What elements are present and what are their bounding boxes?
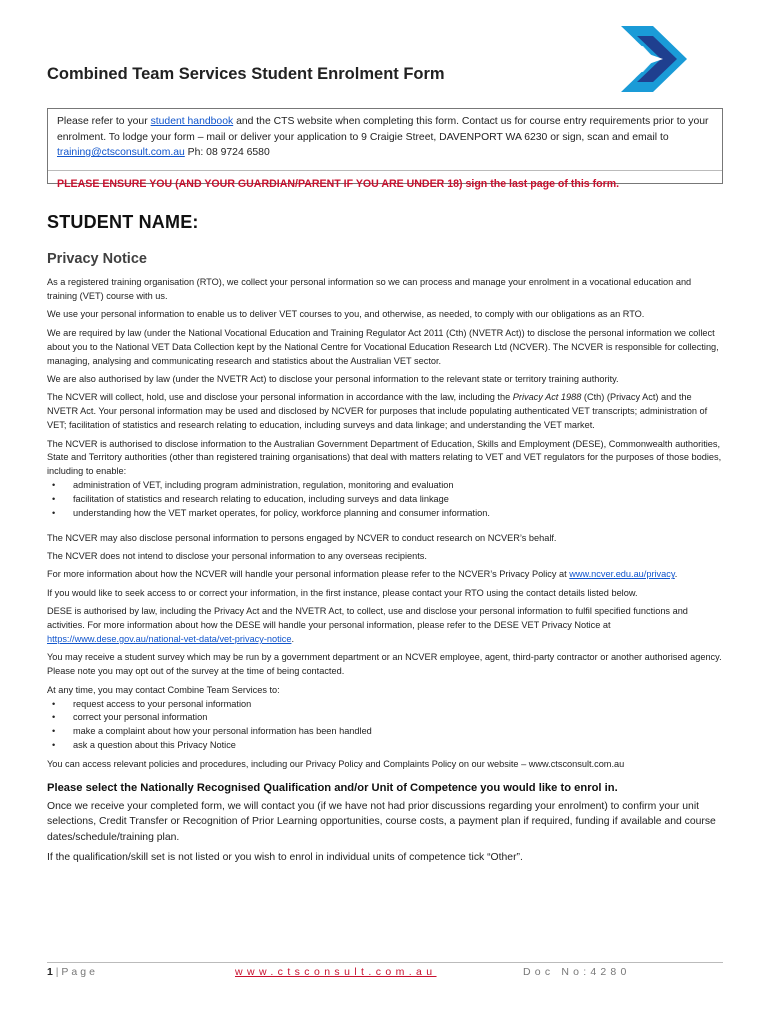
privacy-paragraph: DESE is authorised by law, including the Privacy Act and the NVETR Act, to collect, use and disclose your personal information to fulfil specified functions and activities. For more information about how the DESE will handle your personal information, please refer to the DESE VET Privacy Notice at https://www.dese.gov.au/national-vet-data/vet-privacy-notice. bbox=[47, 606, 688, 644]
footer-website-link[interactable]: www.ctsconsult.com.au bbox=[235, 966, 437, 978]
signature-warning: PLEASE ENSURE YOU (AND YOUR GUARDIAN/PARENT IF YOU ARE UNDER 18) sign the last page of this form. bbox=[48, 170, 722, 193]
privacy-notice-body bbox=[47, 276, 723, 870]
student-handbook-link[interactable]: student handbook bbox=[150, 116, 234, 127]
privacy-paragraph: You can access relevant policies and procedures, including our Privacy Policy and Complaints Policy on our website – www.ctsconsult.com.au bbox=[47, 758, 625, 769]
form-title: Combined Team Services Student Enrolment Form bbox=[47, 65, 445, 83]
page-footer bbox=[47, 962, 723, 983]
privacy-paragraph: As a registered training organisation (RTO), we collect your personal information so we can process and manage your enrolment in a vocational education and training (VET) course with us. bbox=[47, 277, 692, 301]
privacy-paragraph: The NCVER may also disclose personal information to persons engaged by NCVER to conduct research on NCVER’s behalf. bbox=[47, 532, 557, 543]
student-name-label: STUDENT NAME: bbox=[47, 212, 199, 232]
ncver-disclosure-list bbox=[47, 479, 723, 521]
privacy-paragraph: At any time, you may contact Combine Team Services to: bbox=[47, 684, 280, 695]
contact-reasons-list bbox=[47, 698, 723, 754]
privacy-paragraph: We are also authorised by law (under the NVETR Act) to disclose your personal information to the relevant state or territory training authority. bbox=[47, 373, 619, 384]
document-number: Doc No:4280 bbox=[523, 966, 631, 978]
privacy-paragraph: For more information about how the NCVER will handle your personal information please refer to the NCVER’s Privacy Policy at www.ncver.edu.au/privacy. bbox=[47, 569, 678, 580]
page-indicator: 1 | Page bbox=[47, 966, 98, 978]
list-item: • understanding how the VET market operates, for policy, workforce planning and consumer information. bbox=[73, 507, 723, 521]
privacy-paragraph: If you would like to seek access to or correct your information, in the first instance, please contact your RTO using the contact details listed below. bbox=[47, 587, 638, 598]
list-item: • administration of VET, including program administration, regulation, monitoring and evaluation bbox=[73, 479, 723, 493]
privacy-paragraph: The NCVER will collect, hold, use and disclose your personal information in accordance with the law, including the Privacy Act 1988 (Cth) (Privacy Act) and the NVETR Act. Your personal information may be used and disclosed by NCVER for purposes that include populating authenticated VET transcripts; administration of VET; facilitation of statistics and research relating to education, including surveys and data linkage; and understanding the VET market. bbox=[47, 392, 708, 431]
dese-privacy-link[interactable]: https://www.dese.gov.au/national-vet-data/vet-privacy-notice bbox=[47, 633, 292, 644]
ncver-privacy-link[interactable]: www.ncver.edu.au/privacy bbox=[569, 569, 675, 580]
list-item: • request access to your personal information bbox=[73, 698, 723, 712]
training-email-link[interactable]: training@ctsconsult.com.au bbox=[57, 147, 185, 158]
qualification-paragraph: Once we receive your completed form, we will contact you (if we have not had prior discussions regarding your enrolment) to confirm your unit selections, Credit Transfer or Recognition of Prior Learning opportunities, course costs, a payment plan if required, funding if available and course dates/schedule/training plan. bbox=[47, 800, 716, 843]
privacy-paragraph: The NCVER does not intend to disclose your personal information to any overseas recipients. bbox=[47, 550, 427, 561]
list-item: • ask a question about this Privacy Notice bbox=[73, 739, 723, 753]
list-item: • facilitation of statistics and research relating to education, including surveys and data linkage bbox=[73, 493, 723, 507]
instructions-text: Please refer to your student handbook and the CTS website when completing this form. Contact us for course entry requirements prior to your enrolment. To lodge your form – mail or deliver your application to 9 Craigie Street, DAVENPORT WA 6230 or sign, scan and email to training@ctsconsult.com.au Ph: 08 9724 6580 bbox=[57, 116, 709, 158]
qualification-heading: Please select the Nationally Recognised Qualification and/or Unit of Competence you would like to enrol in. bbox=[47, 781, 618, 794]
privacy-notice-heading: Privacy Notice bbox=[47, 251, 147, 267]
privacy-paragraph: The NCVER is authorised to disclose information to the Australian Government Department of Education, Skills and Employment (DESE), Commonwealth authorities, State and Territory authorities (other than registered training organisations) that deal with matters relating to VET and VET regulators for the purposes of those bodies, including to enable: bbox=[47, 438, 722, 477]
privacy-paragraph: We use your personal information to enable us to deliver VET courses to you, and otherwise, as needed, to comply with our obligations as an RTO. bbox=[47, 309, 645, 320]
list-item: • make a complaint about how your personal information has been handled bbox=[73, 725, 723, 739]
privacy-paragraph: You may receive a student survey which may be run by a government department or an NCVER employee, agent, third-party contractor or another authorised agency. Please note you may opt out of the survey at the time of being contacted. bbox=[47, 652, 722, 677]
instructions-box bbox=[47, 108, 723, 190]
privacy-paragraph: We are required by law (under the National Vocational Education and Training Regulator Act 2011 (Cth) (NVETR Act)) to disclose the personal information we collect about you to the National VET Data Collection kept by the National Centre for Vocational Education Research Ltd (NCVER). The NCVER is responsible for collecting, managing, analysing and communicating research and statistics about the Australian VET sector. bbox=[47, 327, 719, 366]
cts-chevron-logo-icon bbox=[613, 22, 695, 96]
list-item: • correct your personal information bbox=[73, 711, 723, 725]
qualification-paragraph: If the qualification/skill set is not listed or you wish to enrol in individual units of competence tick “Other”. bbox=[47, 851, 523, 863]
